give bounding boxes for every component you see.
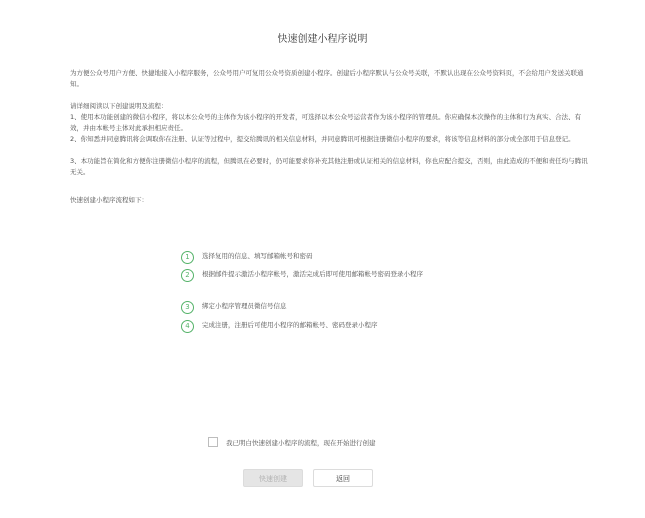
rule-item-1: 1、使用本功能创建的微信小程序，将以本公众号的主体作为该小程序的开发者，可选择以本公众号运营者作为该小程序的管理员。你应确保本次操作的主体和行为真实、合法、有效，并由本帐号主体对此承担相应责任。	[70, 113, 582, 132]
flow-heading: 快速创建小程序流程如下：	[70, 196, 148, 204]
step-number-icon: 1	[181, 251, 194, 264]
rule-item-2: 2、你知悉并同意腾讯将会调取你在注册、认证等过程中，提交给腾讯的相关信息材料，并同意腾讯可根据注册微信小程序的要求，将该等信息材料的部分或全部用于信息登记。	[70, 135, 575, 143]
page-title: 快速创建小程序说明	[277, 34, 368, 45]
step-number-icon: 2	[181, 269, 194, 282]
step-item	[181, 301, 462, 314]
back-button[interactable]: 返回	[313, 469, 373, 487]
step-number-icon: 4	[181, 320, 194, 333]
agree-label: 我已明白快速创建小程序的流程，现在开始进行创建	[226, 438, 376, 447]
rule-item-3: 3、本功能旨在简化和方便你注册微信小程序的流程，但腾讯在必要时，仍可能要求你补充其他注册或认证相关的信息材料，你也应配合提交，否则，由此造成的不便和责任均与腾讯无关。	[70, 157, 588, 176]
agree-row	[208, 437, 376, 447]
step-text: 绑定小程序管理员微信号信息	[202, 302, 287, 310]
agree-checkbox[interactable]	[208, 437, 218, 447]
rules-heading: 请详细阅读以下创建说明及流程：	[70, 102, 168, 110]
intro-paragraph: 为方便公众号用户方便、快捷地接入小程序服务，公众号用户可复用公众号资质创建小程序。创建后小程序默认与公众号关联，不默认出现在公众号资料页，不会给用户发送关联通知。	[70, 69, 584, 88]
step-text: 选择复用的信息、填写邮箱帐号和密码	[202, 252, 313, 260]
step-item	[181, 320, 462, 333]
step-item	[181, 269, 457, 282]
step-number-icon: 3	[181, 301, 194, 314]
step-text: 完成注册，注册后可使用小程序的邮箱帐号、密码登录小程序	[202, 321, 378, 329]
step-item	[181, 251, 462, 264]
step-text: 根据邮件提示激活小程序帐号，激活完成后即可使用邮箱帐号密码登录小程序	[202, 270, 423, 278]
quick-create-button[interactable]: 快速创建	[243, 469, 303, 487]
